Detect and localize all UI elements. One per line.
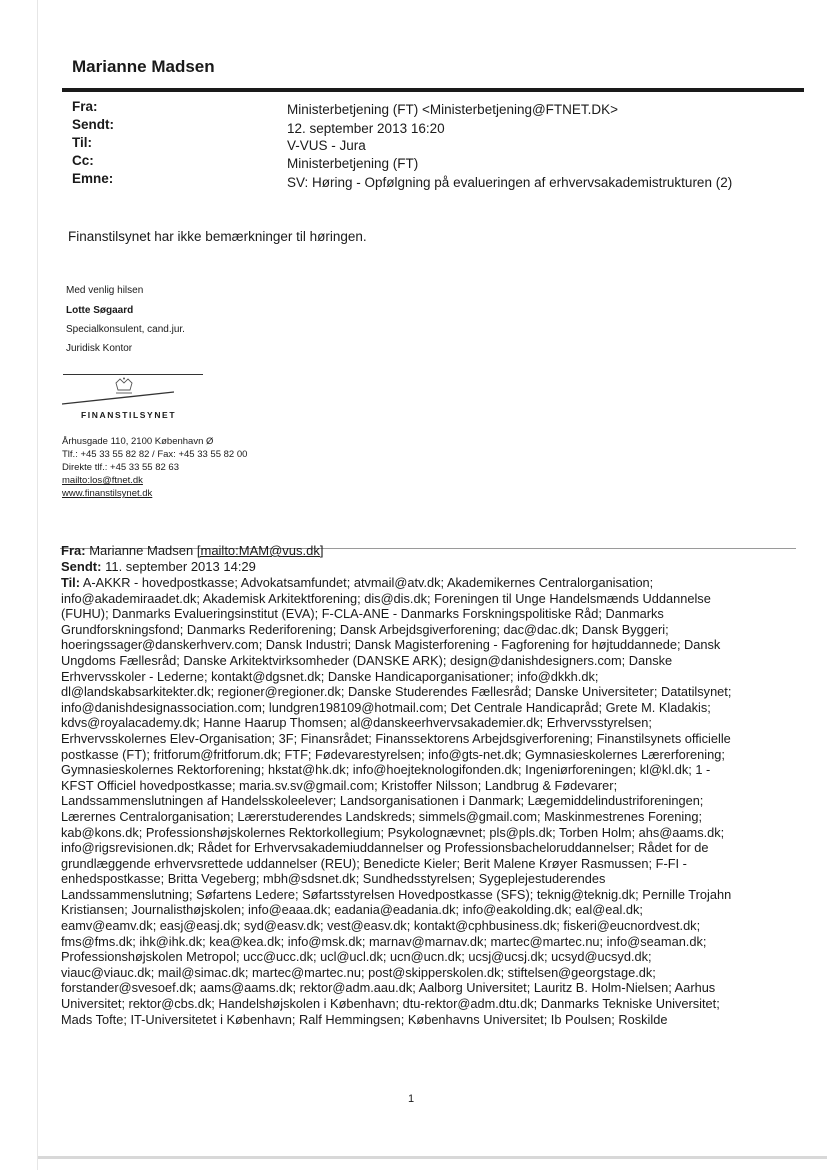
subject-value: SV: Høring - Opfølgning på evalueringen af erhvervsakademistrukturen (2) <box>287 175 733 190</box>
recipient-line: Ungdoms Fællesråd; Danske Arkitektvirksomheder (DANSKE ARK); design@danishdesigners.com; Danske <box>61 652 673 668</box>
org-phone-fax: Tlf.: +45 33 55 82 82 / Fax: +45 33 55 82 00 <box>62 449 248 460</box>
from-label: Fra: <box>72 99 98 114</box>
from-value: Ministerbetjening (FT) <Ministerbetjening@FTNET.DK> <box>287 102 619 117</box>
sent-value: 12. september 2013 16:20 <box>287 121 445 136</box>
recipient-text: A-AKKR - hovedpostkasse; Advokatsamfundet; atvmail@atv.dk; Akademikernes Centralorganisation; <box>79 575 654 590</box>
forwarded-sent-line <box>61 559 256 575</box>
recipient-line: Universitet; rektor@cbs.dk; Handelshøjskolen i København; dtu-rektor@adm.dtu.dk; Danmarks Tekniske Universitet; <box>61 996 720 1012</box>
header-rule <box>62 88 804 92</box>
page-edge-left <box>37 0 38 1170</box>
to-value: V-VUS - Jura <box>287 138 366 153</box>
forwarded-sent-value: 11. september 2013 14:29 <box>105 559 256 574</box>
recipient-line: fms@fms.dk; ihk@ihk.dk; kea@kea.dk; info@msk.dk; marnav@marnav.dk; martec@martec.nu; info@seaman.dk; <box>61 933 707 949</box>
recipient-line: Gymnasieskolernes Rektorforening; hkstat@hk.dk; info@hoejteknologifonden.dk; Ingeniørforeningen; kl@kl.dk; 1 - <box>61 762 711 778</box>
recipient-line: Grundforskningsfond; Danmarks Rederiforening; Dansk Arbejdsgiverforening; dac@dac.dk; Dansk Byggeri; <box>61 621 669 637</box>
page-number: 1 <box>408 1093 415 1105</box>
forwarded-from-line <box>61 543 324 559</box>
org-email-link[interactable]: mailto:los@ftnet.dk <box>62 475 143 486</box>
sender-name: Marianne Madsen <box>72 57 215 76</box>
recipient-line: info@rigsrevisionen.dk; Rådet for Erhvervsakademiuddannelser og Professionsbacheloruddannelser; Rådet for de <box>61 840 709 856</box>
recipient-line: postkasse (FT); fritforum@fritforum.dk; FTF; Fødevarestyrelsen; info@gts-net.dk; Gymnasieskolernes Lærerforening; <box>61 746 725 762</box>
page-edge-bottom <box>38 1156 827 1159</box>
recipient-line: Professionshøjskolen Metropol; ucc@ucc.dk; ucl@ucl.dk; ucn@ucn.dk; ucsj@ucsj.dk; ucsyd@ucsyd.dk; <box>61 949 652 965</box>
forwarded-to-label: Til: <box>61 575 80 590</box>
subject-label: Emne: <box>72 171 114 186</box>
recipient-line: Landssammenslutningen af Handelsskoleelever; Landsorganisationen i Danmark; Lægemiddelindustriforeningen; <box>61 793 704 809</box>
recipient-line: Mads Tofte; IT-Universitetet i København; Ralf Hemmingsen; Københavns Universitet; Ib Poulsen; Roskilde <box>61 1011 668 1027</box>
cc-label: Cc: <box>72 153 94 168</box>
forwarded-sent-label: Sendt: <box>61 559 102 574</box>
recipient-line: Erhvervsskolernes Elev-Organisation; 3F; Finansrådet; Finanssektorens Arbejdsgiverforening; Finanstilsynets officielle <box>61 730 731 746</box>
recipient-line: info@akademiraadet.dk; Akademisk Arkitektforening; dis@dis.dk; Foreningen til Unge Handelsmænds Uddannelse <box>61 590 711 606</box>
finanstilsynet-crown-logo-icon <box>62 377 174 409</box>
org-web-link[interactable]: www.finanstilsynet.dk <box>62 488 153 499</box>
cc-value: Ministerbetjening (FT) <box>287 156 419 171</box>
signature-title: Specialkonsulent, cand.jur. <box>66 324 185 335</box>
signature-department: Juridisk Kontor <box>66 343 133 354</box>
recipient-line: forstander@svesoef.dk; aams@aams.dk; rektor@adm.aau.dk; Aalborg Universitet; Lauritz B. Holm-Nielsen; Aarhus <box>61 980 716 996</box>
recipient-line: viauc@viauc.dk; mail@simac.dk; martec@martec.nu; post@skipperskolen.dk; stiftelsen@georgstage.dk; <box>61 964 656 980</box>
sent-label: Sendt: <box>72 117 114 132</box>
recipient-line: dl@landskabsarkitekter.dk; regioner@regioner.dk; Danske Studerendes Fællesråd; Danske Universiteter; Datatilsynet; <box>61 684 732 700</box>
forwarded-from-label: Fra: <box>61 543 86 558</box>
recipient-line: Landssammenslutning; Søfartens Ledere; Søfartsstyrelsen Hovedpostkasse (SFS); teknig@teknig.dk; Pernille Trojahn <box>61 886 732 902</box>
org-address: Århusgade 110, 2100 København Ø <box>62 436 214 447</box>
recipient-line: Lærernes Centralorganisation; Lærerstuderendes Landskreds; simmels@gmail.com; Maskinmestrenes Forening; <box>61 808 703 824</box>
recipient-line: kdvs@royalacademy.dk; Hanne Haarup Thomsen; al@danskeerhvervsakademier.dk; Erhvervsstyrelsen; <box>61 715 652 731</box>
recipient-line <box>61 575 773 591</box>
recipient-line: info@danishdesignassociation.com; lundgren198109@hotmail.com; Det Centrale Handicapråd; Grete M. Kladakis; <box>61 699 711 715</box>
recipient-line: KFST Officiel hovedpostkasse; maria.sv.sv@gmail.com; Kristoffer Nilsson; Landbrug & Fødevarer; <box>61 777 618 793</box>
recipient-line: enhedspostkasse; Britta Vegeberg; mbh@sdsnet.dk; Sundhedsstyrelsen; Sygeplejestuderendes <box>61 871 606 887</box>
signature-divider <box>63 374 203 375</box>
recipient-line: eamv@eamv.dk; easj@easj.dk; syd@easv.dk; vest@easv.dk; kontakt@cphbusiness.dk; fiskeri@eucnordvest.dk; <box>61 918 701 934</box>
finanstilsynet-logo-text: FINANSTILSYNET <box>81 410 177 420</box>
org-direct-phone: Direkte tlf.: +45 33 55 82 63 <box>62 462 179 473</box>
recipient-line: grundlæggende erhvervsrettede uddannelser (REU); Benedicte Kieler; Berit Malene Krøyer Rasmussen; F-FI - <box>61 855 687 871</box>
signature-greeting: Med venlig hilsen <box>66 285 144 296</box>
recipient-line: Kristiansen; Journalisthøjskolen; info@eaaa.dk; eadania@eadania.dk; info@eakolding.dk; eal@eal.dk; <box>61 902 643 918</box>
forwarded-from-name: Marianne Madsen <box>89 543 194 558</box>
forwarded-recipients <box>61 575 773 1027</box>
recipient-line: Erhvervsskoler - Lederne; kontakt@dgsnet.dk; Danske Handicaporganisationer; info@dkkh.dk; <box>61 668 599 684</box>
recipient-line: (FUHU); Danmarks Evalueringsinstitut (EVA); F-CLA-ANE - Danmarks Forskningspolitiske Råd; Danmarks <box>61 606 664 622</box>
recipient-line: kab@kons.dk; Professionshøjskolernes Rektorkollegium; Psykolognævnet; pls@pls.dk; Torben Holm; ahs@aams.dk; <box>61 824 725 840</box>
forwarded-from-link[interactable]: [mailto:MAM@vus.dk] <box>196 543 324 558</box>
message-body: Finanstilsynet har ikke bemærkninger til høringen. <box>68 229 367 244</box>
recipient-line: hoeringssager@danskerhverv.com; Dansk Industri; Dansk Magisterforening - Fagforening for højtuddannede; Dansk <box>61 637 721 653</box>
to-label: Til: <box>72 135 92 150</box>
signature-name: Lotte Søgaard <box>66 305 134 316</box>
